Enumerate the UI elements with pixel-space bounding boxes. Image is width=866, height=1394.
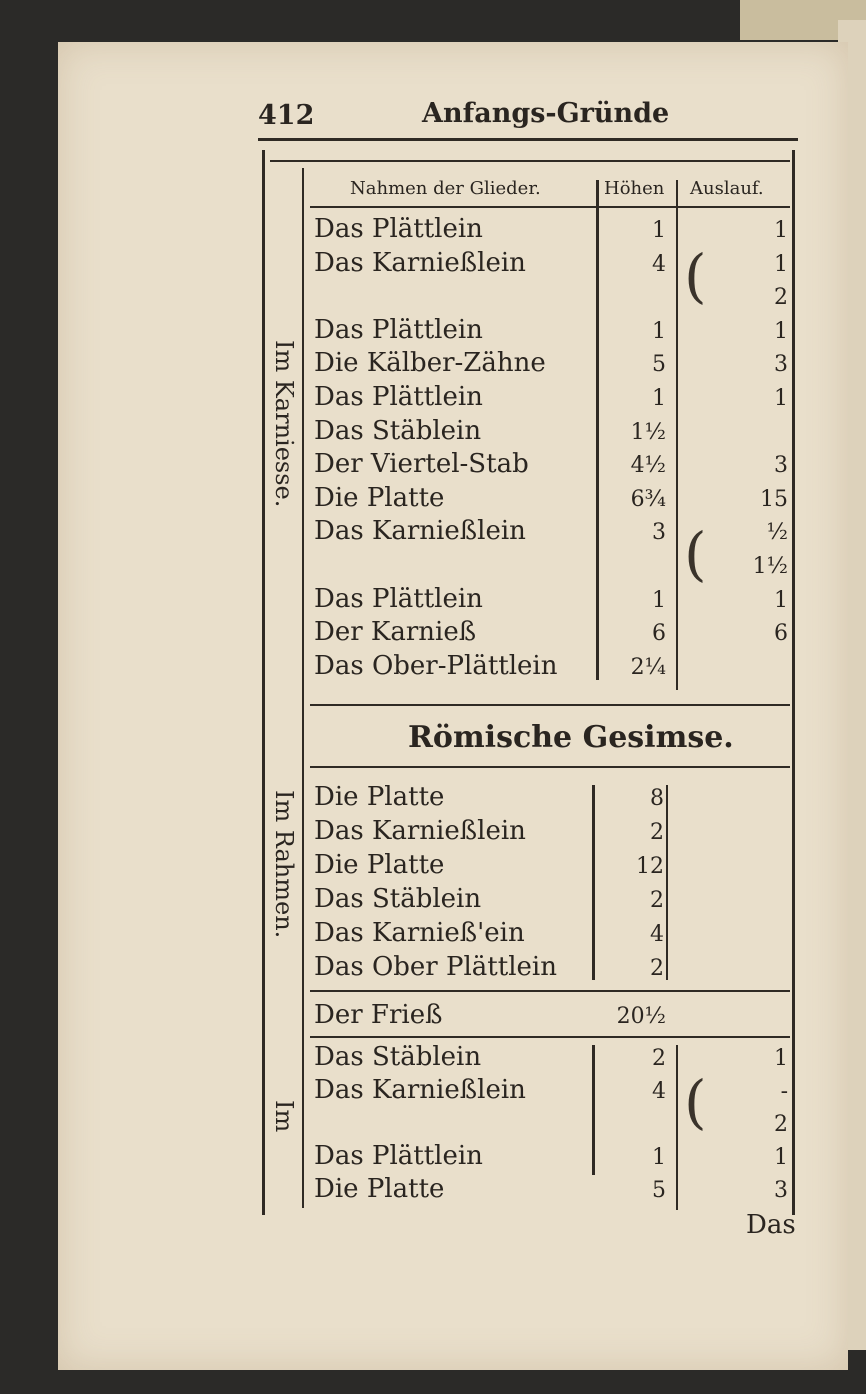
fries-rule-top <box>310 990 790 992</box>
fries-name: Der Frieß <box>314 1000 443 1030</box>
row-name: Das Stäblein <box>314 884 482 914</box>
names-heights-divider-bottom <box>592 1045 595 1175</box>
row-height: 1 <box>652 318 666 344</box>
table-left-border <box>262 150 265 1215</box>
row-height: 1 <box>652 218 666 243</box>
table-right-border <box>792 150 795 1215</box>
brace-bottom: ( <box>684 1068 707 1136</box>
row-height: 6 <box>652 621 666 647</box>
row-name: Das Stäblein <box>314 415 482 446</box>
side-label-rahmen: Im Rahmen. <box>270 790 298 939</box>
row-height: 2 <box>652 1046 666 1071</box>
row-name: Das Plättlein <box>314 583 483 614</box>
row-projection: 15 <box>760 486 788 512</box>
row-height: 1½ <box>630 419 666 445</box>
row-name: Die Platte <box>314 1174 445 1204</box>
row-name: Das Plättlein <box>314 382 483 412</box>
row-name: Das Stäblein <box>314 1042 482 1072</box>
row-height: 2 <box>650 888 664 913</box>
brace-top-1: ( <box>684 242 707 310</box>
row-name: Das Karnießlein <box>314 1075 526 1105</box>
row-height: 4 <box>650 922 664 947</box>
side-label-karniess: Im Karniesse. <box>270 340 298 508</box>
running-title: Anfangs-Gründe <box>422 98 670 129</box>
row-height: 1 <box>652 1145 666 1170</box>
row-height: 5 <box>652 352 666 378</box>
row-projection: 1 <box>774 218 788 243</box>
names-heights-divider-top <box>596 180 599 680</box>
heights-projection-divider-bottom <box>676 1045 678 1210</box>
row-height: 2¼ <box>630 654 666 680</box>
names-heights-divider-mid <box>592 785 595 980</box>
row-name: Der Karnieß <box>314 617 477 648</box>
col-header-rule <box>310 206 790 208</box>
fries-rule-bottom <box>310 1036 790 1038</box>
row-name: Die Kälber-Zähne <box>314 348 546 379</box>
brace-top-2: ( <box>684 520 707 588</box>
row-height: 4 <box>652 1079 666 1104</box>
row-projection: - <box>780 1079 788 1104</box>
row-height: 5 <box>652 1178 666 1203</box>
row-projection: 1 <box>774 1145 788 1170</box>
row-projection: 3 <box>774 453 788 479</box>
row-height: 4 <box>652 251 666 277</box>
row-name: Das Ober Plättlein <box>314 952 557 982</box>
row-height: 1 <box>652 386 666 411</box>
section-title: Römische Gesimse. <box>408 720 734 755</box>
row-name: Das Karnießlein <box>314 816 526 846</box>
row-projection: 1 <box>774 251 788 277</box>
row-height: 1 <box>652 587 666 613</box>
row-height: 4½ <box>630 453 666 479</box>
fries-height: 20½ <box>616 1004 666 1029</box>
row-name: Der Viertel-Stab <box>314 449 529 480</box>
row-name: Das Plättlein <box>314 214 483 244</box>
row-projection: 6 <box>774 621 788 647</box>
row-height: 6¾ <box>630 486 666 512</box>
row-height: 12 <box>636 854 664 879</box>
row-height: 8 <box>650 786 664 811</box>
row-name: Das Ober-Plättlein <box>314 650 558 681</box>
row-projection: 1 <box>774 1046 788 1071</box>
row-projection: 1 <box>774 386 788 411</box>
page-number: 412 <box>258 100 315 131</box>
row-name: Die Platte <box>314 850 445 880</box>
row-projection: ½ <box>766 520 788 546</box>
side-label-divider <box>302 168 304 1208</box>
row-projection: 2 <box>774 285 788 311</box>
heights-projection-divider-mid <box>666 785 668 980</box>
row-name: Das Karnießlein <box>314 516 526 547</box>
row-name: Das Plättlein <box>314 1141 483 1171</box>
section-rule-bottom <box>310 766 790 768</box>
row-name: Die Platte <box>314 482 445 513</box>
row-height: 2 <box>650 820 664 845</box>
row-name: Die Platte <box>314 782 445 812</box>
row-name: Das Karnießlein <box>314 247 526 278</box>
row-projection: 2 <box>774 1112 788 1137</box>
heights-projection-divider-top <box>676 180 678 690</box>
col-names-header: Nahmen der Glieder. <box>350 178 541 199</box>
side-label-im: Im <box>270 1100 298 1133</box>
catchword: Das <box>746 1210 796 1240</box>
row-projection: 1½ <box>752 554 788 579</box>
row-projection: 1 <box>774 587 788 613</box>
row-projection: 3 <box>774 352 788 378</box>
header-rule <box>258 138 798 141</box>
row-name: Das Plättlein <box>314 314 483 345</box>
row-projection: 3 <box>774 1178 788 1203</box>
row-height: 3 <box>652 520 666 546</box>
row-projection: 1 <box>774 318 788 344</box>
row-name: Das Karnieß'ein <box>314 918 525 948</box>
section-rule-top <box>310 704 790 706</box>
col-heights-header: Höhen <box>604 178 665 199</box>
table-top-rule <box>270 160 790 162</box>
row-height: 2 <box>650 956 664 981</box>
col-projection-header: Auslauf. <box>690 178 764 199</box>
